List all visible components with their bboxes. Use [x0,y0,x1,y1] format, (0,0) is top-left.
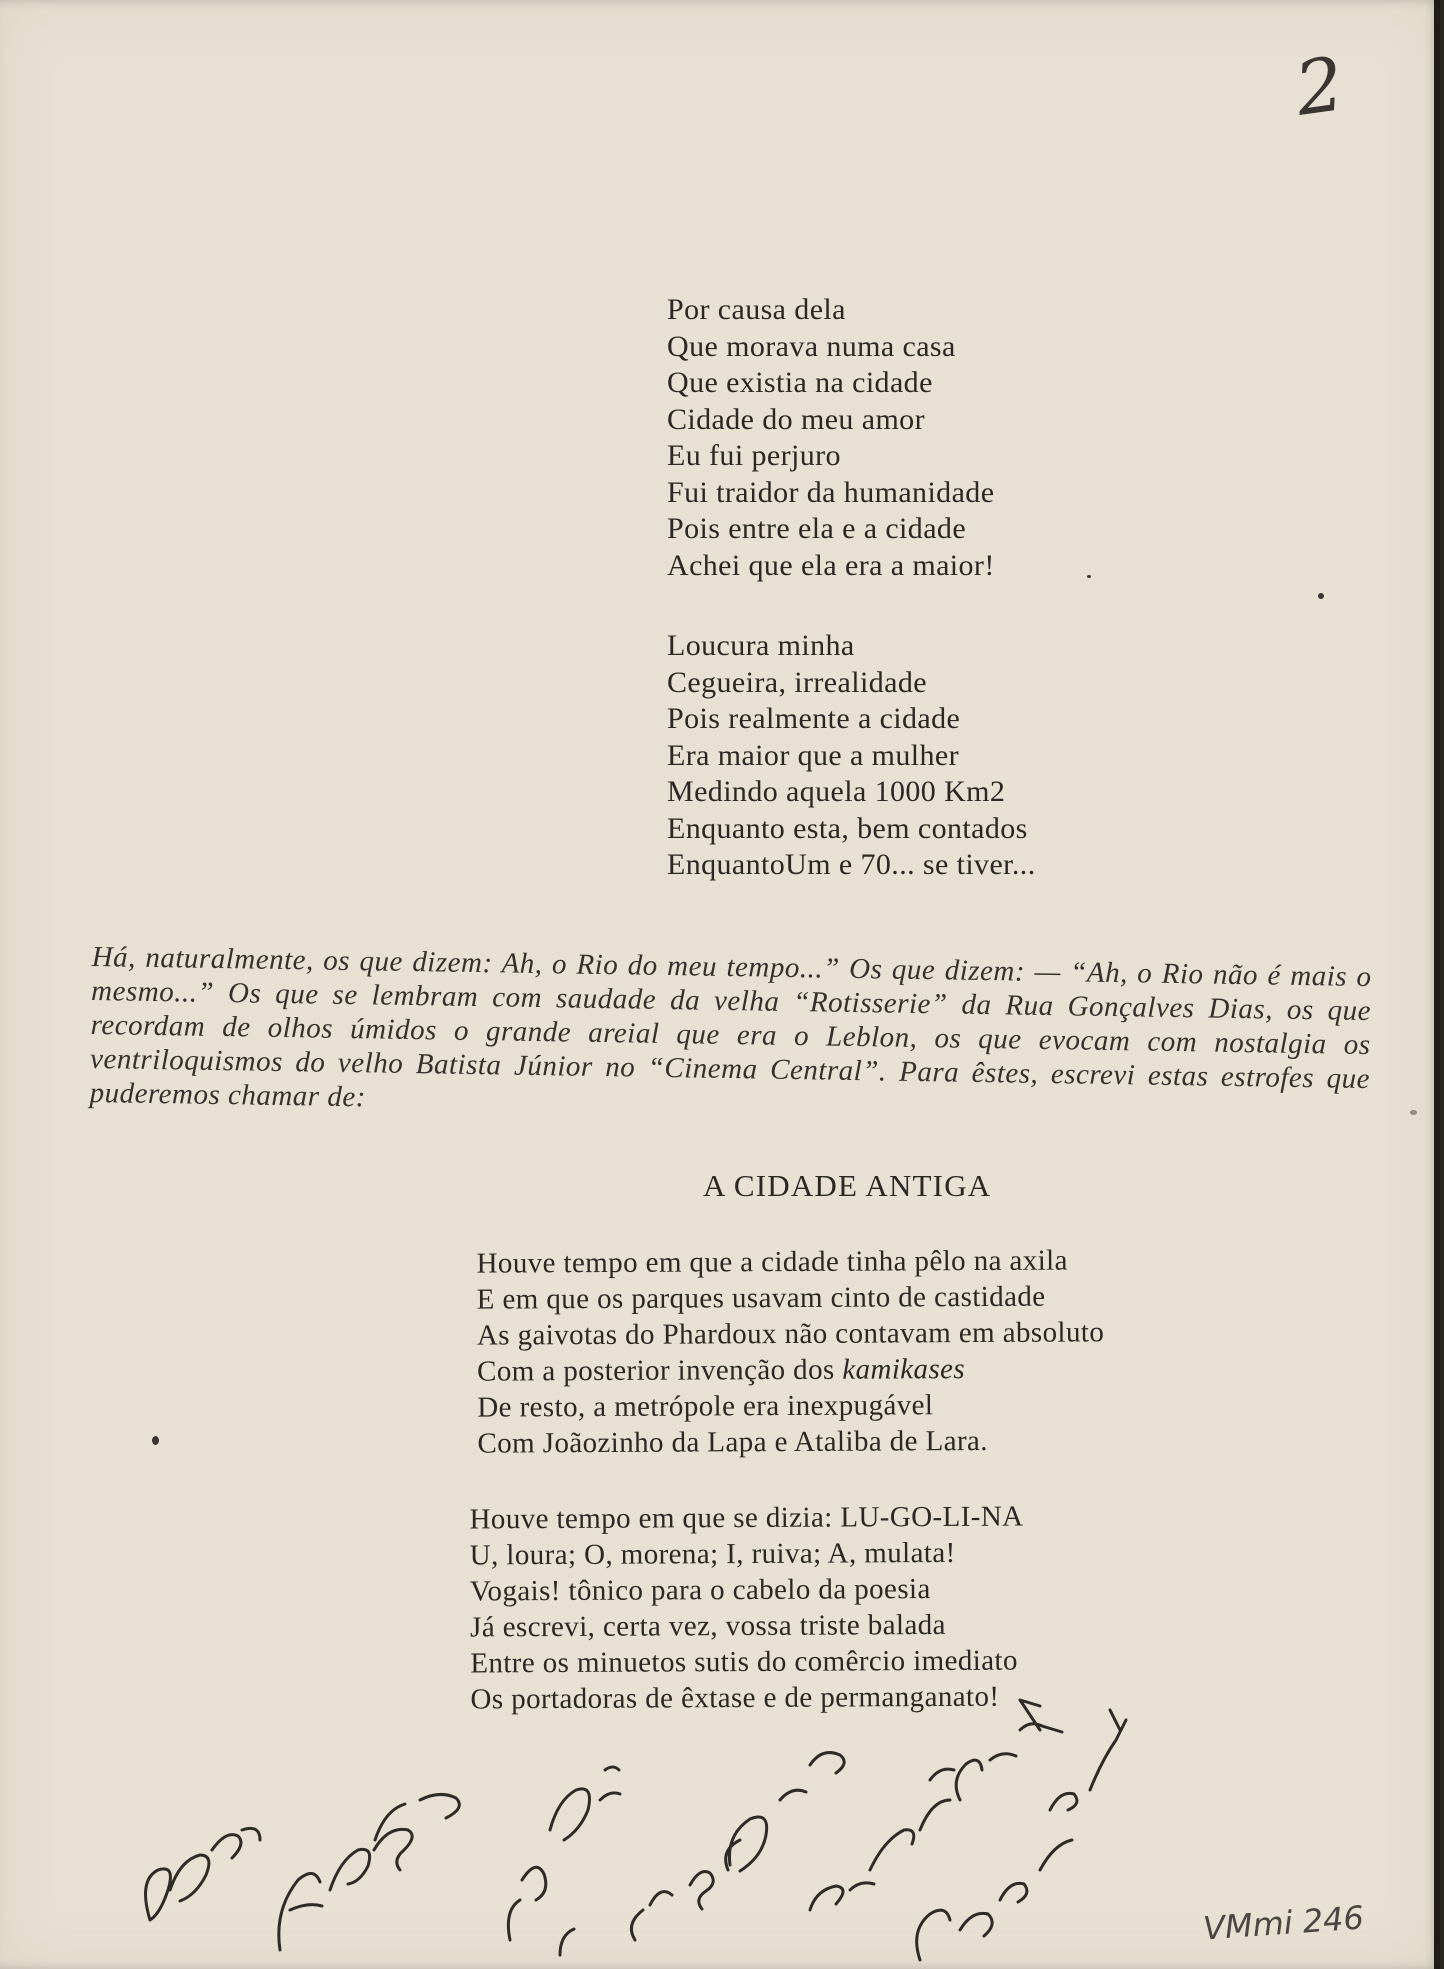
verse-line: Enquanto esta, bem contados [667,811,1028,845]
verse-line: Medindo aquela 1000 Km2 [667,775,1006,808]
verse-line: Cidade do meu amor [667,402,925,436]
stanza-3 [476,1242,1104,1461]
verse-line: Fui traidor da humanidade [667,475,995,509]
paper-speck [1410,1110,1417,1115]
stanza-1 [667,292,995,584]
verse-line: Pois realmente a cidade [667,702,961,735]
verse-line: Achei que ela era a maior! [667,548,995,582]
page-edge-shadow [1434,0,1440,1969]
verse-line: Que morava numa casa [667,329,956,363]
verse-line: Pois entre ela e a cidade [667,512,967,545]
verse-line [477,1350,1104,1389]
verse-line: Por causa dela [667,293,846,326]
verse-line: Cegueira, irrealidade [667,665,927,699]
paper-speck [1087,575,1091,578]
italic-word: kamikases [842,1353,966,1386]
paper-speck [152,1436,159,1445]
verse-line: Os portadoras de êxtase e de permanganato! [470,1680,1000,1716]
verse-line: Com Joãozinho da Lapa e Ataliba de Lara. [477,1424,988,1460]
intro-prose-paragraph: Há, naturalmente, os que dizem: Ah, o Rio do meu tempo...” Os que dizem: — “Ah, o Rio não é mais o mesmo...” Os que se lembram com saudade da velha “Rotisserie” da Rua Gonçalves Dias, os que recordam de olhos úmidos o grande areial que era o Leblon, os que evocam com nostalgia os ventriloquismos do velho Batista Júnior no “Cinema Central”. Para êstes, escrevi estas estrofes que puderemos chamar de: [89,940,1372,1114]
handwritten-page-number: 2 [1290,41,1349,133]
paper-speck [1318,593,1324,599]
verse-line: Eu fui perjuro [667,439,841,472]
verse-line: Já escrevi, certa vez, vossa triste balada [470,1608,946,1644]
verse-line: E em que os parques usavam cinto de castidade [476,1280,1046,1316]
verse-line: Era maior que a mulher [667,738,960,772]
verse-line: Loucura minha [667,629,855,662]
archive-catalog-code: VMmi 246 [1201,1898,1365,1948]
verse-line: Houve tempo em que a cidade tinha pêlo na axila [476,1244,1068,1280]
stanza-4 [469,1499,1024,1718]
verse-line: Vogais! tônico para o cabelo da poesia [469,1573,931,1608]
poem-title: A CIDADE ANTIGA [703,1168,992,1203]
verse-line: De resto, a metrópole era inexpugável [477,1389,934,1424]
verse-line: Houve tempo em que se dizia: LU-GO-LI-NA [469,1500,1024,1536]
handwritten-dedication [130,1690,1200,1969]
verse-line: U, loura; O, morena; I, ruiva; A, mulata! [469,1536,956,1572]
stanza-2 [667,628,1036,884]
verse-line: EnquantoUm e 70... se tiver... [667,848,1036,881]
verse-text: Com a posterior invenção dos [477,1353,835,1388]
verse-line: Entre os minuetos sutis do comêrcio imediato [470,1644,1018,1680]
verse-line: As gaivotas do Phardoux não contavam em absoluto [476,1316,1105,1352]
verse-line: Que existia na cidade [667,366,933,399]
